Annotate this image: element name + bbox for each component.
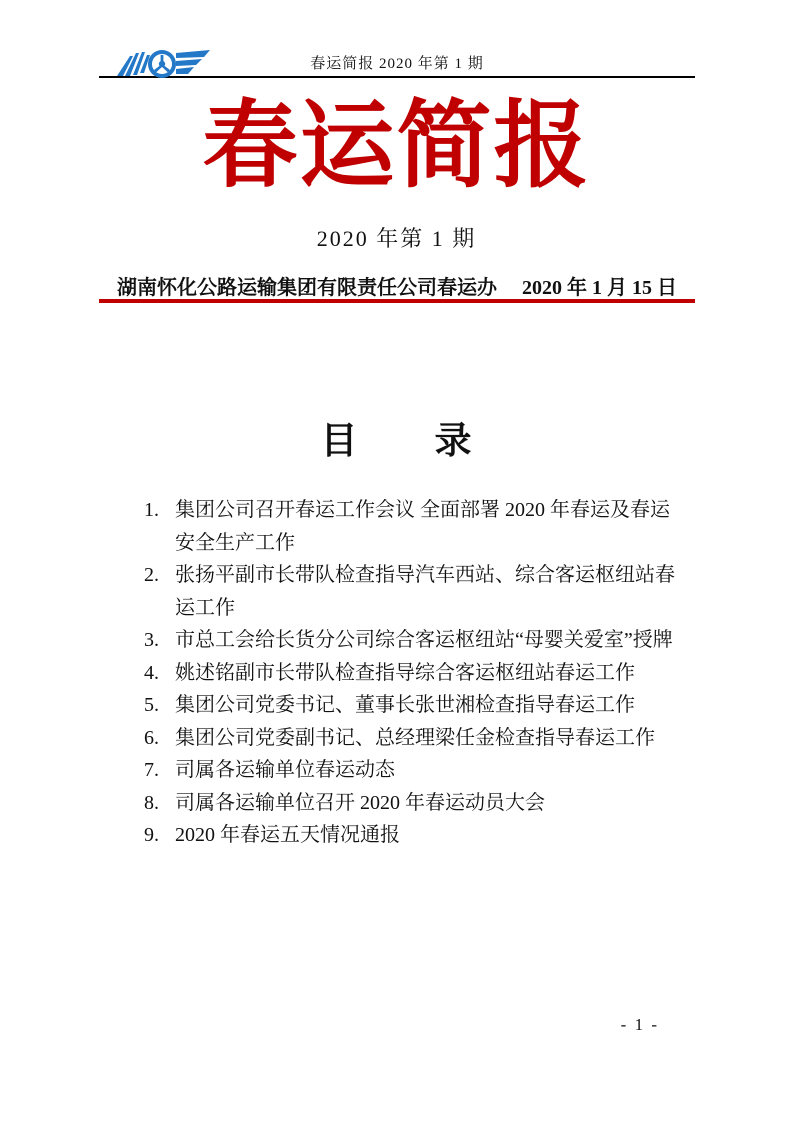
toc-item-text: 司属各运输单位召开 2020 年春运动员大会 [175,791,545,814]
toc-item [144,787,684,820]
toc-item-text: 张扬平副市长带队检查指导汽车西站、综合客运枢纽站春运工作 [175,564,675,619]
toc-item-text: 市总工会给长货分公司综合客运枢纽站“母婴关爱室”授牌 [175,629,673,651]
toc-item-text: 集团公司党委副书记、总经理梁任金检查指导春运工作 [175,726,655,749]
page-header [99,38,695,78]
toc-item-text: 姚述铭副市长带队检查指导综合客运枢纽站春运工作 [175,661,635,684]
page-number: - 1 - [620,1015,659,1034]
toc-item-text: 集团公司召开春运工作会议 全面部署 2020 年春运及春运安全生产工作 [175,499,670,554]
toc-item-number: 6. [144,726,159,749]
toc-item-number: 8. [144,791,159,814]
toc-item [144,494,684,559]
toc-item-number: 1. [144,499,159,521]
toc-item [144,689,684,722]
toc-item [144,559,684,624]
issue-number: 2020 年第 1 期 [316,226,477,251]
toc-list [144,494,684,852]
byline [99,271,695,300]
organization-name: 湖南怀化公路运输集团有限责任公司春运办 [117,277,497,299]
toc-item-number: 7. [144,759,159,781]
toc-item-number: 2. [144,564,159,586]
bulletin-title: 春运简报 [202,93,591,199]
toc-item-text: 集团公司党委书记、董事长张世湘检查指导春运工作 [175,694,635,716]
toc-item [144,754,684,787]
toc-item-number: 5. [144,694,159,716]
masthead-divider [99,299,695,303]
toc-item-text: 司属各运输单位春运动态 [175,759,395,781]
toc-item [144,657,684,690]
toc-title: 目 录 [320,421,473,462]
toc-item-number: 3. [144,629,159,651]
toc-item-number: 4. [144,661,159,684]
toc-item [144,624,684,657]
toc-item-number: 9. [144,824,159,846]
issue-date: 2020 年 1 月 15 日 [522,277,677,299]
running-title: 春运简报 2020 年第 1 期 [310,56,484,72]
toc-item-text: 2020 年春运五天情况通报 [175,824,400,846]
toc-item [144,722,684,755]
toc-item [144,819,684,852]
